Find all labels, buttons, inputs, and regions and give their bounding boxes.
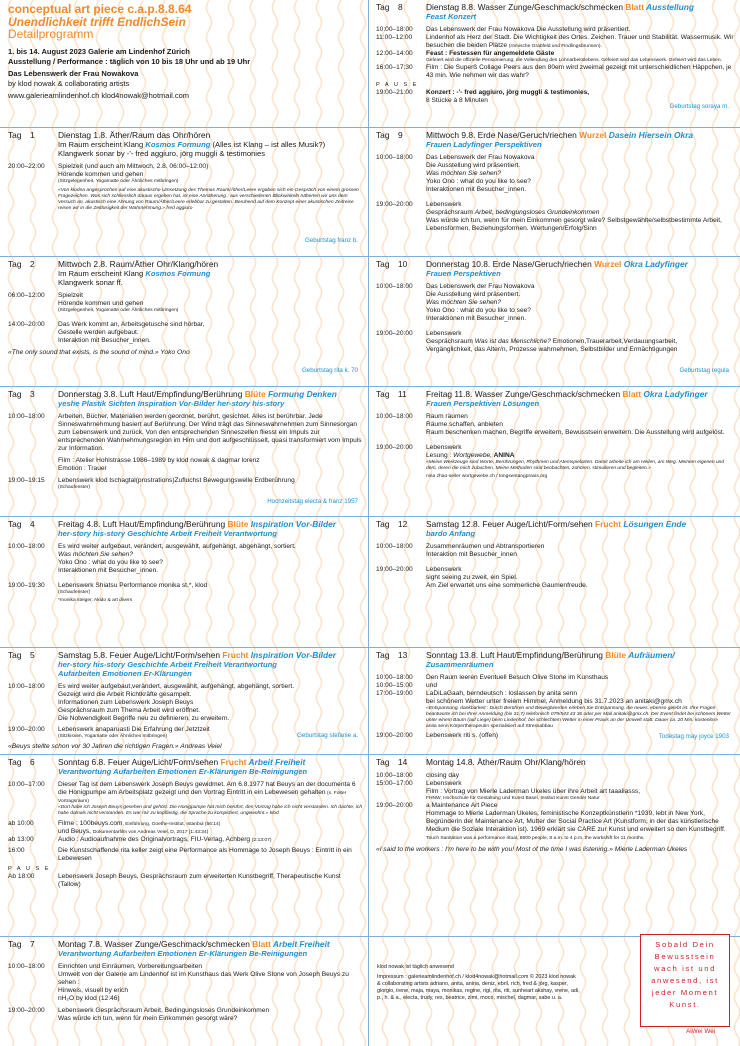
event-text: Filme : 100beuys.com bbox=[58, 819, 123, 827]
event-text: Zusammenräumen und Abtransportieren bbox=[426, 542, 545, 550]
event-time: 10:00–18:00 bbox=[376, 282, 413, 290]
header-hours: Ausstellung / Performance : täglich von 10 bis 18 Uhr und ab 19 Uhr bbox=[8, 56, 251, 66]
event-text: Die Kunstschaffende rita keller zeigt eine Performance als Hommage to Joseph Beuys : Eintritt in ein Lebewesen bbox=[58, 846, 352, 862]
day-theme-accent: Lösungen Ende bbox=[621, 520, 687, 529]
event-text: Gezeigt wird die Arbeit Richtkräfte gesampelt. bbox=[58, 690, 192, 698]
event-quote: «Meine Werkzeuge sind Worte, Berührungen, Rhythmen und Atemspielarten. Damit arbeite ich am Heilen, am Weg. Meinem eigenen und dem, deren die mich zubuchen. Meine Methoden sind beobachten, zuhören, stimulieren und begleiten.» bbox=[426, 459, 725, 471]
day-date: Montag 7.8. Wasser Zunge/Geschmack/schmecken bbox=[58, 940, 253, 949]
event-note: Gefeiert wird die offizielle Pensionierung, die Vollendung des Lohnarbeitslebens. Gefeiert wird das Lebenswerk. Gefeiert wird das Leben. bbox=[426, 57, 722, 63]
event-note: (römische Grabfeld und Findlingsbrunnen). bbox=[508, 43, 602, 49]
event-text: Es wird weiter aufgebaut, verändert, ausgewählt, aufgehängt, abgehängt, sortiert. bbox=[58, 542, 296, 550]
event-text: Gesprächsraum zum Thema Arbeit wird eröffnet. bbox=[58, 706, 200, 714]
event-note: (2:13:07) bbox=[251, 837, 272, 843]
row-divider bbox=[0, 127, 368, 128]
day-number: 12 bbox=[398, 520, 408, 529]
day-quote: «The only sound that exists, is the sound of mind.» Yoko Ono bbox=[8, 348, 190, 356]
day-number: 1 bbox=[30, 131, 35, 140]
event-time: ab 13:00 bbox=[8, 835, 34, 843]
memorial-note: Todestag may joyce 1903 bbox=[658, 733, 729, 740]
event-text: 8 Stücke à 8 Minuten bbox=[426, 96, 488, 104]
event-note: (Schaufenster) bbox=[58, 589, 91, 595]
day-theme-accent: bardo Anfang bbox=[426, 528, 476, 538]
day-4-block bbox=[8, 520, 363, 645]
day-label: Tag bbox=[376, 131, 390, 140]
event-text: Lebenswerk bbox=[426, 443, 462, 451]
event-text: Lebenswerk bbox=[426, 200, 462, 208]
event-text: Arbeiten, Bücher, Materialien werden geordnet, berührt, gesichtet. Alles ist berührbar. Jede Sinneswahrnehmung basiert auf Berührung. Der Wind trägt das Sinneswahrnehmen zum Sinnesorgan zum Lebenswerk und zurück. Von den entsprechenden Sinneszellen fliesst ein Impuls zur entsprechenden Wahrnehmungsregion im Hirn und dort aufgeschlüsselt, quasi transformiert vom Impuls zur Information. bbox=[58, 412, 362, 452]
event-text: Einrichten und Einräumen, Vorbereitungsarbeiten bbox=[58, 962, 203, 970]
event-note: (Sitzkissen, Yogamatte oder Ähnliches mitbringen) bbox=[58, 733, 168, 739]
day-theme-accent: Verantwortung Aufarbeiten Emotionen Er-Klärungen Be-Reinigungen bbox=[58, 766, 308, 776]
row-divider bbox=[368, 647, 740, 648]
event-text: Räume schaffen, anbieten bbox=[426, 420, 503, 428]
event-time: 19:00–20:00 bbox=[376, 200, 413, 208]
imprint-line: Impressum : galerieamlindenhof.ch / klod4nowak@hotmail.com © 2023 klod nowak bbox=[377, 974, 576, 981]
event-text: nH₂O by klod (12:46) bbox=[58, 994, 120, 1002]
header-artists: by klod nowak & collaborating artists bbox=[8, 78, 130, 88]
day-date: Donnerstag 10.8. Erde Nase/Geruch/riechen bbox=[426, 260, 595, 269]
event-question: Was möchten Sie sehen? bbox=[58, 550, 134, 558]
event-text: LaDiLaGaah, berndeutsch : loslassen by anita senn bbox=[426, 689, 578, 697]
day-sub: Klangwerk sonar ff. bbox=[58, 277, 123, 287]
event-text: Am Ziel erwartet uns eine sommerliche Gaumenfreude. bbox=[426, 581, 588, 589]
event-text: Das Lebenswerk der Frau Nowakova Die Ausstellung wird präsentiert. bbox=[426, 25, 631, 33]
day-theme-accent: Zusammenräumen bbox=[426, 659, 494, 669]
event-text: Vergänglichkeit, das Alter/n, Prozesse wahrnehmen, Selbstbilder und Ermächtigungen bbox=[426, 345, 678, 353]
day-sub: Klangwerk sonar by -'- fred aggiuro, jörg muggli & testimonies bbox=[58, 148, 265, 158]
event-time: 14:00–20:00 bbox=[8, 320, 45, 328]
day-theme-note: (Alles ist Klang – ist alles Musik?) bbox=[210, 139, 326, 149]
day-element: Frucht bbox=[595, 520, 622, 529]
day-quote: «Beuys stellte schon vor 30 Jahren die richtigen Fragen.» Andreas Veiel bbox=[8, 742, 222, 750]
event-time: 19:00–20:00 bbox=[376, 801, 413, 809]
event-text: Film : Atelier Hohlstrasse 1986–1989 by klod nowak & dagmar lorenz bbox=[58, 456, 260, 464]
event-text: Die Ausstellung wird präsentiert. bbox=[426, 161, 521, 169]
event-text: Was würde ich tun, wenn für mein Einkommen gesorgt wäre? bbox=[58, 1014, 238, 1022]
event-time: 10:00–17:00 bbox=[8, 780, 45, 788]
event-text: Die Ausstellung wird präsentiert. bbox=[426, 290, 521, 298]
day-8-block bbox=[376, 3, 734, 125]
event-note: (Schaufenster) bbox=[58, 484, 91, 490]
event-text: Es wird weiter aufgebaut,verändert, ausgewählt, aufgehängt, abgehängt, sortiert. bbox=[58, 682, 295, 690]
event-time: 06:00–12:00 bbox=[8, 291, 45, 299]
pause-marker: P A U S E bbox=[8, 865, 51, 872]
event-text: Hommage to Mierle Laderman Ukeles, feministische Konzeptkünstlerin *1939, lebt in New York, Begründerin der Maintenance Art, Mutter der Social Practice Art (Kunstform, in der das künstlerische Medium die Soziale Interaktion ist). 1969 erklärt sie CARE zur Kunst und erweitert so den Kunstbegriff. bbox=[426, 809, 726, 833]
event-time: 19:00–21:00 bbox=[376, 88, 413, 96]
event-time: ab 10:00 bbox=[8, 819, 34, 827]
event-text: Raum räumen bbox=[426, 412, 468, 420]
page-title: conceptual art piece c.a.p.8.8.64 bbox=[8, 3, 192, 16]
day-date: Samstag 5.8. Feuer Auge/Licht/Form/sehen bbox=[58, 651, 223, 660]
event-time: 19:00–20:00 bbox=[8, 725, 45, 733]
day-10-block bbox=[376, 260, 734, 384]
day-label: Tag bbox=[376, 3, 390, 12]
day-theme-accent: Aufarbeiten Emotionen Er-Klärungen bbox=[58, 668, 192, 678]
quote-box-text: Sobald Dein Bewusstsein wach ist und anwesend, ist jeder Moment Kunst. bbox=[651, 940, 719, 1009]
quote-box bbox=[640, 934, 730, 1027]
program-header bbox=[8, 3, 363, 125]
day-label: Tag bbox=[376, 651, 390, 660]
event-time: 10:00–18:00 bbox=[376, 673, 413, 681]
event-note: *monika steiger, Akido & art divers bbox=[58, 597, 133, 603]
birthday-note: Geburtstag soraya m. bbox=[669, 103, 729, 110]
quote-author: AiWei Wei bbox=[686, 1028, 716, 1035]
event-quote: «Dort habe ich Joseph Beuys gesehen und gehört. Die Honigpumpe hat mich berührt, den Vortrag habe ich nicht verstanden. Ich dachte, ich habe damals nicht verstanden. Es war mir zu kopflastig, die Sprache zu kompliziert, ungewohnt.» klod bbox=[58, 804, 363, 816]
day-label: Tag bbox=[8, 940, 22, 949]
day-date: Dienstag 1.8. Äther/Raum das Ohr/hören bbox=[58, 131, 211, 140]
event-text: Lesung : bbox=[426, 451, 454, 459]
event-text: Lebenswerk Joseph Beuys, Gesprächsraum zum erweiterten Kunstbegriff, Therapeutische Kunst (Tallow) bbox=[58, 872, 341, 888]
event-time: 19:00–20:00 bbox=[376, 443, 413, 451]
event-topic: Was ist das Menschliche? bbox=[474, 337, 551, 345]
event-text: Yoko Ono : what do you like to see? bbox=[426, 306, 531, 314]
event-text: Lebenswerk riti s. (offen) bbox=[426, 731, 499, 739]
row-divider bbox=[368, 256, 740, 257]
day-number: 3 bbox=[30, 390, 35, 399]
event-text: sight seeing zu zweit, ein Spiel. bbox=[426, 573, 518, 581]
event-time: 10:00–18:00 bbox=[376, 412, 413, 420]
day-number: 5 bbox=[30, 651, 35, 660]
event-text: bei schönem Wetter unter freiem Himmel, Anmeldung bis 31.7.2023 an anitaki@gmx.ch bbox=[426, 697, 682, 705]
day-label: Tag bbox=[8, 260, 22, 269]
event-text: Das Lebenswerk der Frau Nowakova bbox=[426, 153, 535, 161]
imprint-line: p., h. & a., electa, trudy, res, beatrice, zimi, moco, mischel, dagmar, sabe u. a. bbox=[377, 995, 563, 1002]
event-topic: Wortgewebe, bbox=[453, 451, 492, 459]
day-theme-accent: Okra Ladyfinger bbox=[641, 390, 708, 399]
day-label: Tag bbox=[376, 260, 390, 269]
event-text: Gesprächsraum bbox=[426, 337, 475, 345]
event-text: Lindenhof als Herz der Stadt. Die Wichtigkeit des Ortes. Zeichen. Trauer und Stabilität. Wassermusik. Wir besuchen die beiden Plätze bbox=[426, 33, 734, 49]
day-theme-accent: Frauen Perspektiven bbox=[426, 268, 501, 278]
imprint-line: klod nowak ist täglich anwesend bbox=[377, 964, 455, 970]
day-5-block bbox=[8, 651, 363, 752]
day-1-block bbox=[8, 131, 363, 254]
row-divider bbox=[368, 127, 740, 128]
day-label: Tag bbox=[376, 520, 390, 529]
event-question: Was möchten Sie sehen? bbox=[426, 298, 502, 306]
day-element: Blatt bbox=[622, 390, 642, 399]
event-text: Konzert : -'- fred aggiuro, jörg muggli & testimonies, bbox=[426, 88, 590, 96]
event-question: Was möchten Sie sehen? bbox=[426, 169, 502, 177]
day-12-block bbox=[376, 520, 734, 645]
pause-marker: P A U S E bbox=[376, 81, 419, 88]
event-text: Hörende kommen und gehen bbox=[58, 170, 144, 178]
day-9-block bbox=[376, 131, 734, 254]
event-text: Yoko Ono : what do you like to see? bbox=[58, 558, 163, 566]
event-text: Emotionen,Trauerarbeit,Verdauungsarbeit, bbox=[550, 337, 678, 345]
day-theme-accent: Inspiration Vor-Bilder bbox=[248, 520, 337, 529]
event-text: Film : Vortrag von Mierle Laderman Ukeles über ihre Arbeit art taaaliasss, bbox=[426, 787, 641, 795]
day-theme-accent: Ausstellung bbox=[644, 3, 694, 12]
day-11-block bbox=[376, 390, 734, 514]
event-time: 10:00–18:00 bbox=[8, 542, 45, 550]
event-text: Spielzeit (und auch am Mittwoch, 2.8. 06:00–12:00) bbox=[58, 162, 209, 170]
event-text: Interaktion mit Besucher_innen. bbox=[58, 336, 151, 344]
event-text: Emotion : Trauer bbox=[58, 464, 107, 472]
day-date: Freitag 11.8. Wasser Zunge/Geschmack/schmecken bbox=[426, 390, 623, 399]
day-date: Sonntag 6.8. Feuer Auge/Licht/Form/sehen bbox=[58, 758, 221, 767]
event-text: closing day bbox=[426, 771, 459, 779]
event-text: Interaktionen mit Besucher_innen. bbox=[426, 314, 527, 322]
event-topic: Arbeit, bedingungsloses Grundeinkommen bbox=[474, 208, 600, 216]
event-text: Film : Die Superß Collage Peers aus den 80em wird zweimal gezeigt mit unterschiedlichen Häppchen, je 43 min. Wie nehmen wir das wahr? bbox=[426, 63, 732, 79]
day-label: Tag bbox=[8, 131, 22, 140]
event-time: 19:00–20:00 bbox=[8, 1006, 45, 1014]
day-label: Tag bbox=[376, 390, 390, 399]
event-text: Den Raum leeren Eventuell Besuch Olive Stone im Kunsthaus bbox=[426, 673, 609, 681]
day-number: 4 bbox=[30, 520, 35, 529]
event-note: Touch Sanitation was a performance ritual, 8500 people, 8 a.m. to 4 p.m. the workshift for 11 months. bbox=[426, 835, 645, 841]
event-note: (Sitzgelegenheit, Yogamatte oder Ähnliches mitbringen) bbox=[58, 307, 179, 313]
event-text: Hinweis, visuell by erich bbox=[58, 986, 128, 994]
day-number: 14 bbox=[398, 758, 408, 767]
birthday-note: Geburtstag regula bbox=[679, 367, 729, 374]
day-element: Blatt bbox=[625, 3, 645, 12]
event-text: und bbox=[426, 681, 438, 689]
event-text: Lebenswerk bbox=[426, 565, 462, 573]
event-text: Dieser Tag ist dem Lebenswerk Joseph Beuys gewidmet. Am 6.8.1977 hat Beuys an der documenta 6 die Honigpumpe am Arbeitsplatz gezeigt und den Vortrag Eintritt in ein Lebewesen gehalten bbox=[58, 780, 356, 796]
event-time: 15:00–17:00 bbox=[376, 779, 413, 787]
day-6-block bbox=[8, 758, 363, 934]
event-time: 10:00–18:00 bbox=[376, 153, 413, 161]
event-text: Lebenswerk anaparuasti Die Erfahrung der Jetztzeit bbox=[58, 725, 210, 733]
day-theme-accent: Aufräumen/ bbox=[626, 651, 675, 660]
event-text: Yoko Ono : what do you like to see? bbox=[426, 177, 531, 185]
day-theme-accent: Inspiration Vor-Bilder bbox=[248, 651, 337, 660]
day-date: Mittwoch 2.8. Raum/Äther Ohr/Klang/hören bbox=[58, 260, 219, 269]
birthday-note: Geburtstag rita k. 70 bbox=[301, 367, 358, 374]
day-14-block bbox=[376, 758, 734, 934]
event-text: Umwelt von der Galerie am Lindenhof ist im Kunsthaus das Werk Olive Stone von Joseph Beuys zu sehen : bbox=[58, 970, 349, 986]
row-divider bbox=[0, 647, 368, 648]
day-theme-accent: Okra Ladyfinger bbox=[621, 260, 688, 269]
day-number: 10 bbox=[398, 260, 408, 269]
anniversary-note: Hochzeitstag electa & franz 1957 bbox=[267, 498, 358, 505]
event-text: Informationen zum Lebenswerk Joseph Beuys bbox=[58, 698, 194, 706]
day-theme-accent: Dasein Hiersein Okra bbox=[606, 131, 694, 140]
imprint-line: giorgio, irene, maja, maya, monikas, regine, rigi, rita, riti, sunheart akshay, vrene, adi, bbox=[377, 988, 580, 995]
event-time: 10:00–18:00 bbox=[376, 25, 413, 33]
day-number: 6 bbox=[30, 758, 35, 767]
column-divider bbox=[368, 0, 369, 1046]
event-time: 11:00–12:00 bbox=[376, 33, 413, 41]
event-note: nina zhao-seiler wortgewebe.ch / tongsentangpraxis.org bbox=[426, 473, 548, 479]
event-text: Lebenswerk Shiatsu Performance monika st.*, klod bbox=[58, 581, 208, 589]
day-date: Freitag 4.8. Luft Haut/Empfindung/Berührung bbox=[58, 520, 228, 529]
day-3-block bbox=[8, 390, 363, 514]
event-text: Das Lebenswerk der Frau Nowakova bbox=[426, 282, 535, 290]
event-time: 16:00 bbox=[8, 846, 25, 854]
event-time: 19:00–19:15 bbox=[8, 476, 45, 484]
event-time: 12:00–14:00 bbox=[376, 49, 413, 57]
page-subtitle: Unendlichkeit trifft EndlichSein bbox=[8, 14, 186, 29]
row-divider bbox=[0, 936, 368, 937]
event-text: Gestelle werden aufgebaut. bbox=[58, 328, 139, 336]
event-text: a Maintenance Art Piece bbox=[426, 801, 498, 809]
day-date: Donnerstag 3.8. Luft Haut/Empfindung/Berührung bbox=[58, 390, 245, 399]
day-element: Frucht bbox=[222, 651, 249, 660]
imprint-line: & collaborating artists adriano, anita, anina, deniz, ebril, rich, fred & jörg, kasper, bbox=[377, 981, 568, 988]
day-date: Montag 14.8. Äther/Raum Ohr/Klang/hören bbox=[426, 758, 586, 767]
day-theme: Im Raum erscheint Klang bbox=[58, 268, 146, 278]
event-time: 10:00–18:00 bbox=[8, 412, 45, 420]
day-number: 7 bbox=[30, 940, 35, 949]
day-number: 13 bbox=[398, 651, 408, 660]
event-text: Die Notwendigkeit Begriffe neu zu definieren, zu erweitern. bbox=[58, 714, 230, 722]
day-element: Frucht bbox=[220, 758, 247, 767]
event-time: 19:00–20:00 bbox=[376, 565, 413, 573]
event-text: Raum beschenken machen, Begriffe erweitern, Bewusstsein erweitern. Die Ausstellung wird aufgelöst. bbox=[426, 428, 725, 436]
event-text: Hörende kommen und gehen bbox=[58, 299, 144, 307]
event-text: Interaktion mit Besucher_innen bbox=[426, 550, 517, 558]
event-time: 10:00–18:00 bbox=[376, 542, 413, 550]
header-lebenswerk: Das Lebenswerk der Frau Nowakova bbox=[8, 69, 139, 79]
event-quote: «Entspannung, dankbarkeit : Durch Berühren und Bewegtwerden erleben Sie Entspannung, die neues, ebenso gelebt ist. Ihre Fragen beantworte ich bei Ihrer Anmeldung (bis 31.7) telefonisch 079/543 43 36 oder per Mail anitaki@gmx.ch. Der Event findet bei schönem Wetter unter einem Baum (auf Liege) beim Lindenhof, bei schlechtem Wetter in einer Praxis an der Umwelt statt. Dauer ca. 20 Min. kostenlos» bbox=[426, 705, 731, 723]
event-time: 16:00–17:30 bbox=[376, 63, 413, 71]
event-note: (Sitzgelegenheit, Yogamatte oder Ähnliches mitbringen) bbox=[58, 178, 179, 184]
birthday-note: Geburtstag stefanie a. bbox=[297, 732, 358, 739]
event-time: 10:00–18:00 bbox=[8, 962, 45, 970]
event-text: Das Werk kommt an, Arbeitsgetusche sind hörbar, bbox=[58, 320, 205, 328]
event-text: Lebenswerk klod tschagtal(prostrations)Zufluchst Bewegungswelle Erdberührung bbox=[58, 476, 295, 484]
day-number: 11 bbox=[398, 390, 407, 399]
event-note: , Einführung, Goethe-Institut, Istanbul (56:14) bbox=[122, 821, 221, 827]
event-note: FHNW, Hochschule für Gestaltung und Kunst Basel, Institut Kunst Gender Natur bbox=[426, 795, 600, 801]
day-2-block bbox=[8, 260, 363, 384]
day-theme: Im Raum erscheint Klang bbox=[58, 139, 146, 149]
event-text: Lebenswerk bbox=[426, 329, 462, 337]
day-number: 9 bbox=[398, 131, 403, 140]
event-text: Interaktionen mit Besucher_innen. bbox=[426, 185, 527, 193]
event-time: 17:00–19:00 bbox=[376, 689, 413, 697]
row-divider bbox=[0, 386, 368, 387]
day-label: Tag bbox=[8, 390, 22, 399]
artist-name: ANINA bbox=[492, 451, 515, 459]
day-7-block bbox=[8, 940, 363, 1044]
header-dates: 1. bis 14. August 2023 Galerie am Lindenhof Zürich bbox=[8, 47, 190, 57]
event-text: Feast : Festessen für angemeldete Gäste bbox=[426, 49, 555, 57]
row-divider bbox=[368, 386, 740, 387]
day-label: Tag bbox=[8, 651, 22, 660]
event-quote: «Von klodna angesprochen auf eine akustische Umsetzung des Themas Raum/Äther/Leere ergaben sich ein Gespräch von einem grossen Fragezeichen. Was sich schliesslich daraus ergeben hat, ist eine Annäherung : aus verschiedenen Blickwinkeln näherten wir uns dem Versuch an, akustisch eine Ahnung von Raum/Äther/Leere erlebbar zu gestalten. Beruhend auf dem Konzept einer akustischen Zeitreise reisen wir in die Zeitlosigkeit der Wahrnehmung.» fred aggiuro bbox=[58, 187, 359, 211]
row-divider bbox=[368, 754, 740, 755]
day-label: Tag bbox=[8, 520, 22, 529]
row-divider bbox=[0, 754, 368, 755]
day-element: Blüte bbox=[244, 390, 266, 399]
day-number: 2 bbox=[30, 260, 35, 269]
header-contact[interactable]: www.galerieamlindenhof.ch klod4nowak@hotmail.com bbox=[8, 90, 190, 100]
day-element: Wurzel bbox=[579, 131, 607, 140]
imprint bbox=[377, 964, 637, 1002]
event-time: 19:00–19:30 bbox=[8, 581, 45, 589]
event-note: anita senn Körpertherapeutin spezialisiert auf Stressabbau bbox=[426, 723, 553, 729]
event-note: (s. Folter Vortragsraum) bbox=[58, 790, 347, 804]
event-text: und Beuys, bbox=[58, 827, 93, 835]
event-time: 10:00–15:00 bbox=[376, 681, 413, 689]
day-theme-accent: Verantwortung Aufarbeiten Emotionen Er-Klärungen Be-Reinigungen bbox=[58, 948, 308, 958]
day-theme-accent: Frauen Perspektiven Lösungen bbox=[426, 398, 540, 408]
day-13-block bbox=[376, 651, 734, 752]
day-number: 8 bbox=[398, 3, 403, 12]
day-theme-accent: Kosmos Formung bbox=[145, 139, 211, 149]
event-text: Gesprächsraum bbox=[426, 208, 475, 216]
day-quote: «I said to the workers : I'm here to be with you! Most of the time I was listening.» Mierle Laderman Ukeles bbox=[376, 845, 688, 853]
row-divider bbox=[0, 256, 368, 257]
day-label: Tag bbox=[8, 758, 22, 767]
day-theme-accent: Frauen Ladyfinger Perspektiven bbox=[426, 139, 542, 149]
day-theme-accent: Arbeit Freiheit bbox=[270, 940, 330, 949]
day-theme-accent: her-story his-story Geschichte Arbeit Freiheit Verantwortung bbox=[58, 528, 277, 538]
day-theme-accent: yeshe Plastik Sichten Inspiration Vor-Bilder her-story his-story bbox=[58, 398, 285, 408]
day-element: Blüte bbox=[227, 520, 249, 529]
page-section-title: Detailprogramm bbox=[8, 27, 94, 42]
event-text: Lebenswerk bbox=[426, 779, 462, 787]
day-theme-accent: Arbeit Freiheit bbox=[246, 758, 306, 767]
day-element: Blüte bbox=[605, 651, 627, 660]
event-time: 10:00–18:00 bbox=[8, 682, 45, 690]
row-divider bbox=[0, 516, 368, 517]
day-element: Wurzel bbox=[594, 260, 622, 269]
day-theme-accent: her-story his-story Geschichte Arbeit Freiheit Verantwortung bbox=[58, 659, 277, 669]
day-theme-accent: Feast Konzert bbox=[426, 11, 477, 21]
event-time: 19:00–20:00 bbox=[376, 329, 413, 337]
day-label: Tag bbox=[376, 758, 390, 767]
birthday-note: Geburtstag franz b. bbox=[305, 237, 358, 244]
day-date: Mittwoch 9.8. Erde Nase/Geruch/riechen bbox=[426, 131, 580, 140]
event-note: Dokumentarfilm von Andreas Veiel, D, 2017 (1:43:34) bbox=[92, 829, 209, 835]
event-text: Spielzeit bbox=[58, 291, 83, 299]
event-text: Lebenswerk Gesprächsraum Arbeit, Bedingungsloses Grundeinkommen bbox=[58, 1006, 270, 1014]
event-time: 20:00–22:00 bbox=[8, 162, 45, 170]
day-element: Blatt bbox=[252, 940, 271, 949]
event-text: Audio : Audioaufnahme des Originalvortrags, FIU-Verlag, Achberg bbox=[58, 835, 252, 843]
day-theme-accent: Kosmos Formung bbox=[145, 268, 211, 278]
event-text: Was würde ich tun, wenn für mein Einkommen gesorgt wäre? Selbstgewählte/selbstbestimmte Arbeit, Lebensformen, Beziehungsformen. Wertungen/Erfolg/Sinn bbox=[426, 216, 722, 232]
day-date: Sonntag 13.8. Luft Haut/Empfindung/Berührung bbox=[426, 651, 606, 660]
event-time: 10:00–18:00 bbox=[376, 771, 413, 779]
event-text: Interaktionen mit Besucher_innen. bbox=[58, 566, 159, 574]
event-time: 19:00–20:00 bbox=[376, 731, 413, 739]
event-time: Ab 18:00 bbox=[8, 872, 35, 880]
row-divider bbox=[368, 516, 740, 517]
day-date: Dienstag 8.8. Wasser Zunge/Geschmack/schmecken bbox=[426, 3, 626, 12]
day-date: Samstag 12.8. Feuer Auge/Licht/Form/sehen bbox=[426, 520, 595, 529]
day-theme-accent: Formung Denken bbox=[265, 390, 337, 399]
